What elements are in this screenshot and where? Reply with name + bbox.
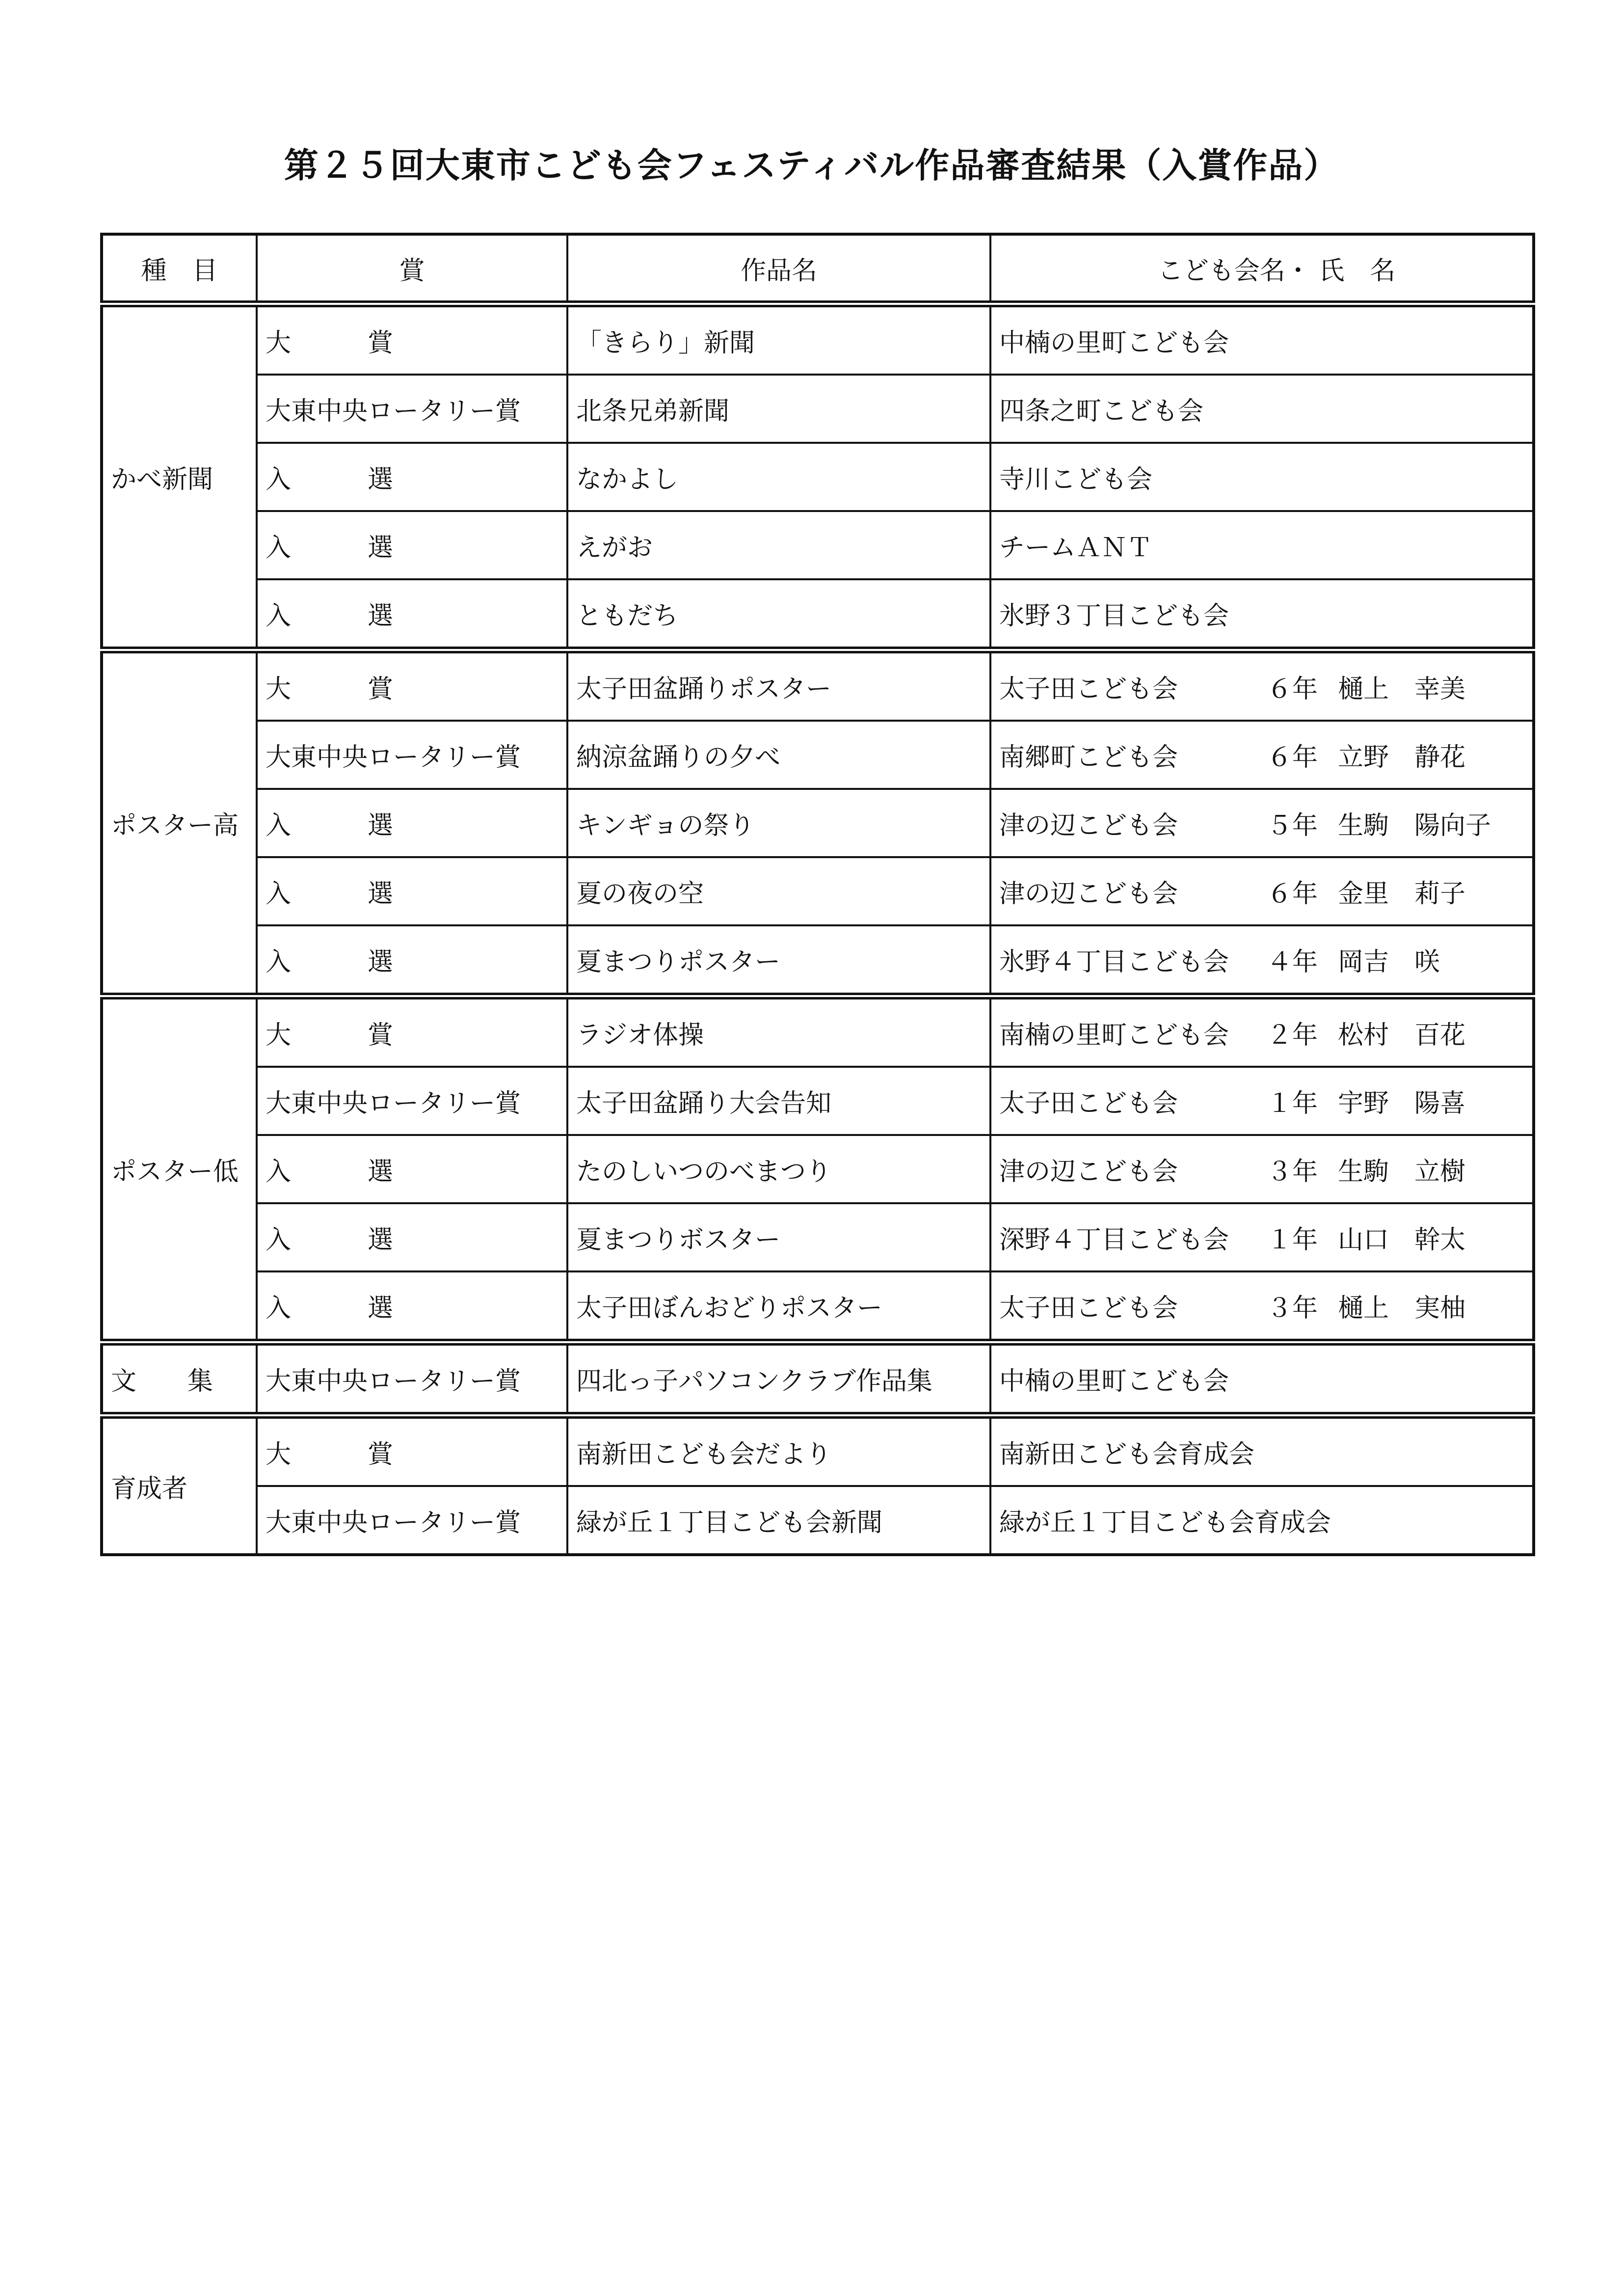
table-row: [102, 1067, 1534, 1135]
grade: ２年: [1267, 1021, 1318, 1050]
work-title-cell: なかよし: [567, 443, 990, 511]
group-name: 氷野３丁目こども会: [999, 601, 1229, 631]
group-name: 緑が丘１丁目こども会育成会: [999, 1508, 1331, 1538]
award-cell: 入 選: [257, 1203, 567, 1271]
work-title-cell: 北条兄弟新聞: [567, 375, 990, 443]
award-cell: 大 賞: [257, 304, 567, 375]
award-cell: 入 選: [257, 579, 567, 650]
group-name: 中楠の里町こども会: [999, 1367, 1229, 1396]
group-name: 太子田こども会: [999, 1294, 1178, 1323]
award-cell: 入 選: [257, 1135, 567, 1203]
work-title-cell: 夏の夜の空: [567, 857, 990, 925]
group-cell: [990, 1271, 1534, 1342]
table-row: [102, 443, 1534, 511]
header-row: [102, 234, 1534, 304]
category-cell: ポスター高: [102, 650, 257, 996]
category-cell: かべ新聞: [102, 304, 257, 650]
group-name: 氷野４丁目こども会: [999, 947, 1229, 977]
award-cell: 大東中央ロータリー賞: [257, 1486, 567, 1555]
group-cell: [990, 1203, 1534, 1271]
header-group: こども会名・ 氏 名: [990, 234, 1534, 304]
award-cell: 入 選: [257, 511, 567, 579]
group-name: 深野４丁目こども会: [999, 1225, 1229, 1255]
table-row: [102, 304, 1534, 375]
group-name: 中楠の里町こども会: [999, 328, 1229, 358]
work-title-cell: 緑が丘１丁目こども会新聞: [567, 1486, 990, 1555]
work-title-cell: 四北っ子パソコンクラブ作品集: [567, 1342, 990, 1415]
category-cell: 育成者: [102, 1415, 257, 1555]
work-title-cell: えがお: [567, 511, 990, 579]
work-title-cell: ラジオ体操: [567, 996, 990, 1067]
award-section: [102, 650, 1534, 996]
table-row: [102, 375, 1534, 443]
table-row: [102, 1271, 1534, 1342]
grade: １年: [1267, 1225, 1318, 1255]
header-category: 種 目: [102, 234, 257, 304]
group-name: 南楠の里町こども会: [999, 1021, 1229, 1050]
group-cell: [990, 996, 1534, 1067]
group-name: 津の辺こども会: [999, 1157, 1178, 1187]
award-section: [102, 996, 1534, 1342]
grade: ６年: [1267, 675, 1318, 704]
work-title-cell: 太子田盆踊りポスター: [567, 650, 990, 721]
group-cell: [990, 1415, 1534, 1486]
table-row: [102, 511, 1534, 579]
group-cell: [990, 304, 1534, 375]
person-name: 樋上 幸美: [1338, 675, 1466, 704]
person-name: 松村 百花: [1338, 1021, 1466, 1050]
work-title-cell: 納涼盆踊りの夕べ: [567, 721, 990, 789]
work-title-cell: 「きらり」新聞: [567, 304, 990, 375]
group-cell: [990, 1486, 1534, 1555]
person-name: 樋上 実柚: [1338, 1294, 1466, 1323]
work-title-cell: キンギョの祭り: [567, 789, 990, 857]
award-cell: 大東中央ロータリー賞: [257, 721, 567, 789]
work-title-cell: 南新田こども会だより: [567, 1415, 990, 1486]
table-row: [102, 1342, 1534, 1415]
table-row: [102, 789, 1534, 857]
category-cell: 文 集: [102, 1342, 257, 1415]
group-name: 南新田こども会育成会: [999, 1440, 1255, 1469]
award-section: [102, 1415, 1534, 1555]
table-row: [102, 1135, 1534, 1203]
table-row: [102, 1203, 1534, 1271]
person-name: 山口 幹太: [1338, 1225, 1466, 1255]
person-name: 金里 莉子: [1338, 879, 1466, 909]
work-title-cell: 太子田ぼんおどりポスター: [567, 1271, 990, 1342]
person-name: 宇野 陽喜: [1338, 1089, 1466, 1118]
award-cell: 大東中央ロータリー賞: [257, 375, 567, 443]
group-cell: [990, 1135, 1534, 1203]
award-cell: 大東中央ロータリー賞: [257, 1342, 567, 1415]
award-cell: 入 選: [257, 789, 567, 857]
work-title-cell: 太子田盆踊り大会告知: [567, 1067, 990, 1135]
grade: ６年: [1267, 743, 1318, 772]
award-cell: 入 選: [257, 1271, 567, 1342]
group-cell: [990, 1067, 1534, 1135]
award-section: [102, 304, 1534, 650]
table-row: [102, 925, 1534, 996]
award-cell: 入 選: [257, 443, 567, 511]
grade: ５年: [1267, 811, 1318, 840]
grade: ４年: [1267, 947, 1318, 977]
group-cell: [990, 925, 1534, 996]
grade: ６年: [1267, 879, 1318, 909]
work-title-cell: 夏まつりポスター: [567, 925, 990, 996]
work-title-cell: 夏まつりボスター: [567, 1203, 990, 1271]
group-cell: [990, 1342, 1534, 1415]
table-row: [102, 721, 1534, 789]
results-table: [100, 233, 1535, 1556]
table-row: [102, 650, 1534, 721]
group-name: 太子田こども会: [999, 1089, 1178, 1118]
group-name: 津の辺こども会: [999, 811, 1178, 840]
award-cell: 大 賞: [257, 650, 567, 721]
grade: ３年: [1267, 1294, 1318, 1323]
work-title-cell: ともだち: [567, 579, 990, 650]
header-work: 作品名: [567, 234, 990, 304]
person-name: 生駒 陽向子: [1338, 811, 1491, 840]
table-row: [102, 1486, 1534, 1555]
person-name: 生駒 立樹: [1338, 1157, 1466, 1187]
group-name: 津の辺こども会: [999, 879, 1178, 909]
work-title-cell: たのしいつのべまつり: [567, 1135, 990, 1203]
group-cell: [990, 721, 1534, 789]
person-name: 岡吉 咲: [1338, 947, 1440, 977]
award-cell: 大東中央ロータリー賞: [257, 1067, 567, 1135]
table-row: [102, 1415, 1534, 1486]
award-cell: 入 選: [257, 925, 567, 996]
group-cell: [990, 579, 1534, 650]
group-cell: [990, 789, 1534, 857]
category-cell: ポスター低: [102, 996, 257, 1342]
header-award: 賞: [257, 234, 567, 304]
group-name: 太子田こども会: [999, 675, 1178, 704]
award-cell: 入 選: [257, 857, 567, 925]
table-row: [102, 857, 1534, 925]
group-cell: [990, 443, 1534, 511]
table-row: [102, 579, 1534, 650]
group-cell: [990, 511, 1534, 579]
group-name: 南郷町こども会: [999, 743, 1178, 772]
award-cell: 大 賞: [257, 996, 567, 1067]
page-title: 第２５回大東市こども会フェスティバル作品審査結果（入賞作品）: [284, 145, 1339, 186]
group-name: 寺川こども会: [999, 465, 1153, 494]
group-name: 四条之町こども会: [999, 397, 1204, 426]
grade: １年: [1267, 1089, 1318, 1118]
award-section: [102, 1342, 1534, 1415]
group-cell: [990, 375, 1534, 443]
person-name: 立野 静花: [1338, 743, 1466, 772]
grade: ３年: [1267, 1157, 1318, 1187]
group-cell: [990, 650, 1534, 721]
group-cell: [990, 857, 1534, 925]
award-cell: 大 賞: [257, 1415, 567, 1486]
table-row: [102, 996, 1534, 1067]
group-name: チームＡＮＴ: [999, 533, 1153, 563]
